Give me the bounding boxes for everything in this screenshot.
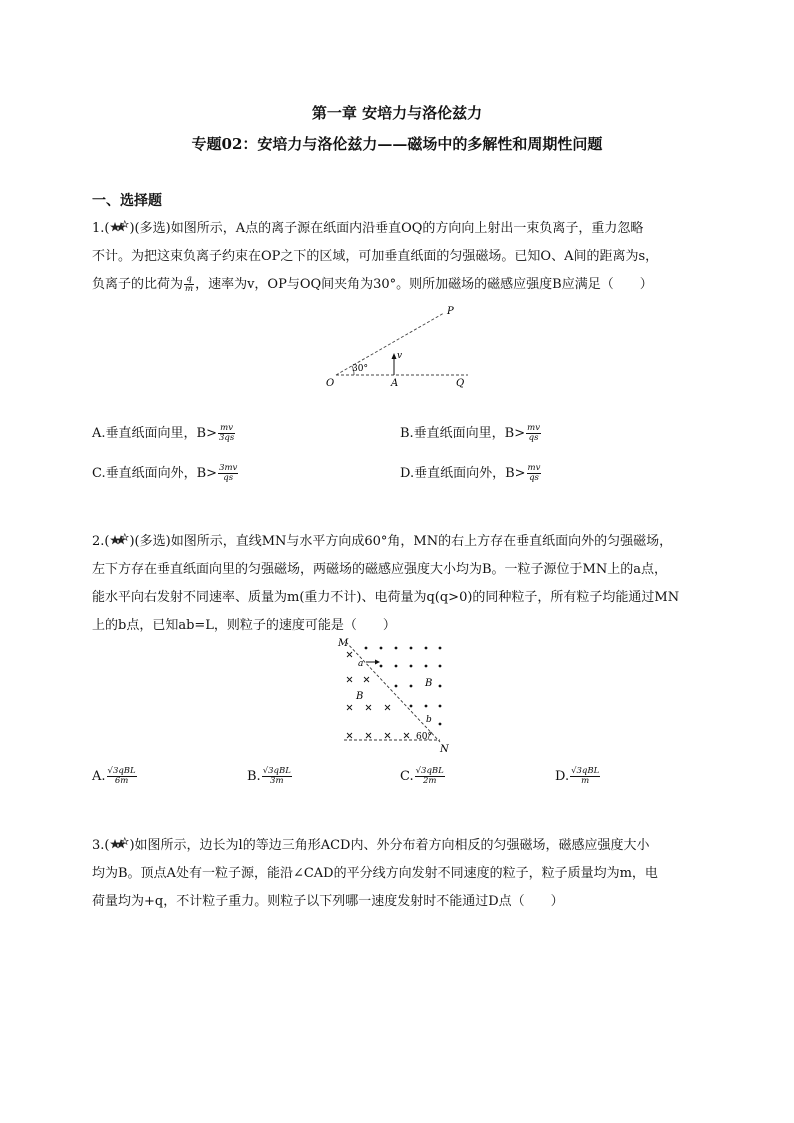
question-number: 1.( bbox=[92, 221, 110, 236]
question-number: 3.( bbox=[92, 838, 110, 853]
option-c[interactable]: C. $\frac{\text{√3qBL}}{2m}$ bbox=[400, 766, 444, 786]
option-a[interactable]: A.垂直纸面向里，B> $\frac{mv}{3qs}$ bbox=[92, 423, 235, 443]
option-b[interactable]: B. $\frac{\text{√3qBL}}{3m}$ bbox=[247, 766, 291, 786]
section-title: 一、选择题 bbox=[92, 193, 162, 209]
label-N: N bbox=[440, 744, 449, 754]
question-text: 能水平向右发射不同速率、质量为m(重力不计)、电荷量为q(q>0)的同种粒子，所有粒子均能通过MN bbox=[92, 590, 680, 605]
label-b: b bbox=[426, 715, 432, 725]
figure-q2-diagram bbox=[336, 636, 454, 754]
difficulty-star-icon bbox=[109, 837, 129, 851]
chapter-title: 第一章 安培力与洛伦兹力 bbox=[311, 104, 483, 122]
label-angle: 30° bbox=[352, 364, 368, 374]
label-P: P bbox=[447, 306, 454, 317]
label-A: A bbox=[391, 378, 399, 389]
option-d[interactable]: D.垂直纸面向外，B> $\frac{mv}{qs}$ bbox=[400, 463, 541, 483]
label-v: v bbox=[397, 351, 403, 361]
option-a[interactable]: A. $\frac{\text{√3qBL}}{6m}$ bbox=[92, 766, 136, 786]
question-text: )如图所示，边长为l的等边三角形ACD内、外分布着方向相反的匀强磁场，磁感应强度大小 bbox=[129, 838, 650, 853]
question-3 bbox=[92, 832, 712, 916]
label-a: a bbox=[358, 659, 364, 669]
question-text: )(多选)如图所示，直线MN与水平方向成60°角，MN的右上方存在垂直纸面向外的匀强磁场， bbox=[129, 534, 673, 549]
question-number: 2.( bbox=[92, 534, 110, 549]
label-B-lower: B bbox=[356, 691, 364, 702]
question-2 bbox=[92, 528, 712, 640]
difficulty-star-icon bbox=[109, 220, 129, 234]
question-1 bbox=[92, 215, 712, 299]
question-text: 均为B。顶点A处有一粒子源，能沿∠CAD的平分线方向发射不同速度的粒子，粒子质量均为m，电 bbox=[92, 866, 658, 881]
question-text: ，速率为v，OP与OQ间夹角为30°。则所加磁场的磁感应强度B应满足（ ） bbox=[195, 277, 653, 292]
fraction: $\frac{q}{m}$ bbox=[185, 274, 194, 294]
difficulty-star-icon bbox=[109, 533, 129, 547]
topic-title: 专题02：安培力与洛伦兹力——磁场中的多解性和周期性问题 bbox=[191, 135, 603, 153]
label-M: M bbox=[338, 638, 349, 649]
figure-q1-diagram bbox=[318, 300, 478, 392]
label-Q: Q bbox=[456, 378, 465, 389]
question-text: 上的b点，已知ab=L，则粒子的速度可能是（ ） bbox=[92, 618, 396, 633]
label-B-upper: B bbox=[425, 678, 433, 689]
question-text: 荷量均为+q，不计粒子重力。则粒子以下列哪一速度发射时不能通过D点（ ） bbox=[92, 894, 564, 909]
question-text: 左下方存在垂直纸面向里的匀强磁场，两磁场的磁感应强度大小均为B。一粒子源位于MN上的a点， bbox=[92, 562, 667, 577]
label-angle: 60° bbox=[416, 732, 432, 742]
question-text: 负离子的比荷为 bbox=[92, 277, 184, 292]
option-d[interactable]: D. $\frac{\text{√3qBL}}{m}$ bbox=[555, 766, 600, 786]
label-O: O bbox=[326, 378, 335, 389]
option-c[interactable]: C.垂直纸面向外，B> $\frac{3mv}{qs}$ bbox=[92, 463, 238, 483]
question-text: )(多选)如图所示，A点的离子源在纸面内沿垂直OQ的方向向上射出一束负离子，重力忽略 bbox=[129, 221, 644, 236]
question-text: 不计。为把这束负离子约束在OP之下的区域，可加垂直纸面的匀强磁场。已知O、A间的距离为s， bbox=[92, 249, 659, 264]
option-b[interactable]: B.垂直纸面向里，B> $\frac{mv}{qs}$ bbox=[400, 423, 541, 443]
